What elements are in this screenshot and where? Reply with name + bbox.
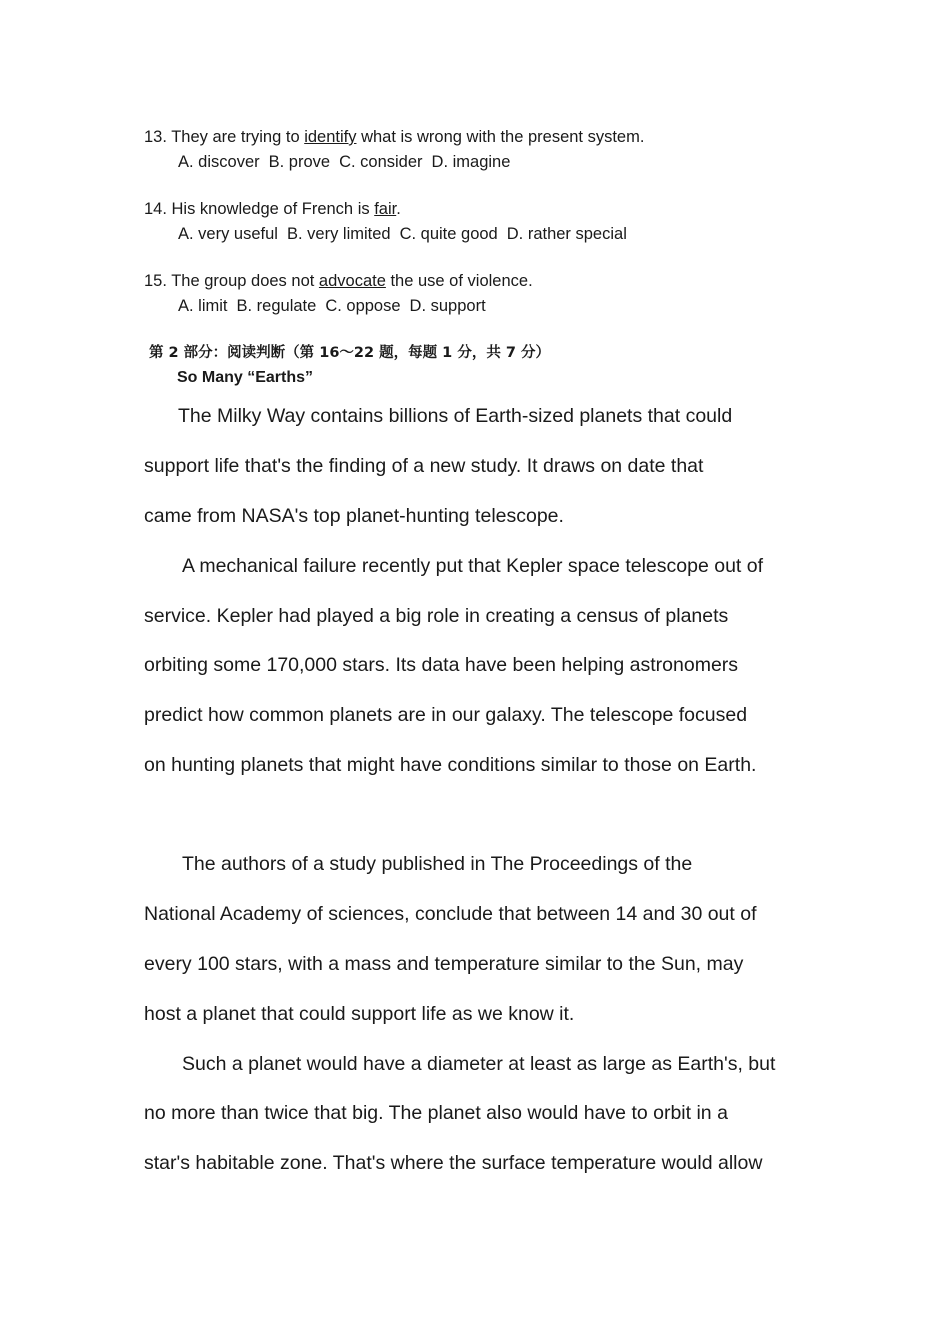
passage-line: orbiting some 170,000 stars. Its data have been helping astronomers xyxy=(144,654,739,676)
option-c: C. quite good xyxy=(399,225,498,243)
passage-line: no more than twice that big. The planet also would have to orbit in a xyxy=(144,1102,728,1124)
option-c: C. consider xyxy=(339,153,423,171)
option-b: B. prove xyxy=(268,153,331,171)
passage-line: service. Kepler had played a big role in creating a census of planets xyxy=(144,605,729,627)
option-d: D. imagine xyxy=(431,153,511,171)
passage-line: came from NASA's top planet-hunting telescope. xyxy=(144,505,564,527)
passage-title: So Many “Earths” xyxy=(177,369,314,386)
passage-line: host a planet that could support life as we know it. xyxy=(144,1003,575,1025)
question-stem: 13. They are trying to identify what is wrong with the present system. xyxy=(144,128,645,146)
question-stem: 14. His knowledge of French is fair. xyxy=(144,200,401,218)
passage-line: National Academy of sciences, conclude that between 14 and 30 out of xyxy=(144,903,757,925)
passage-line: on hunting planets that might have conditions similar to those on Earth. xyxy=(144,754,757,776)
option-b: B. very limited xyxy=(286,225,391,243)
question-14 xyxy=(144,197,636,247)
answer-options xyxy=(144,222,636,247)
question-stem: 15. The group does not advocate the use of violence. xyxy=(144,272,533,290)
option-c: C. oppose xyxy=(325,297,401,315)
option-d: D. support xyxy=(409,297,486,315)
option-a: A. limit xyxy=(178,297,228,315)
passage-line: star's habitable zone. That's where the surface temperature would allow xyxy=(144,1152,763,1174)
answer-options xyxy=(144,150,644,175)
passage-line: A mechanical failure recently put that Kepler space telescope out of xyxy=(182,555,764,577)
option-a: A. discover xyxy=(178,153,260,171)
section-header: 第 2 部分：阅读判断（第 16～22 题，每题 1 分，共 7 分） xyxy=(149,345,551,361)
option-b: B. regulate xyxy=(236,297,317,315)
underlined-word: identify xyxy=(304,128,357,146)
answer-options xyxy=(144,294,533,319)
passage-line: every 100 stars, with a mass and temperature similar to the Sun, may xyxy=(144,953,744,975)
option-d: D. rather special xyxy=(506,225,627,243)
question-13 xyxy=(144,125,644,175)
passage-line: Such a planet would have a diameter at least as large as Earth's, but xyxy=(182,1053,776,1075)
question-15 xyxy=(144,269,533,319)
passage-line: predict how common planets are in our galaxy. The telescope focused xyxy=(144,704,748,726)
passage-line: support life that's the finding of a new study. It draws on date that xyxy=(144,455,704,477)
passage-line: The authors of a study published in The Proceedings of the xyxy=(182,853,693,875)
underlined-word: fair xyxy=(374,200,397,218)
underlined-word: advocate xyxy=(318,272,386,290)
option-a: A. very useful xyxy=(178,225,278,243)
passage-line: The Milky Way contains billions of Earth-sized planets that could xyxy=(178,405,733,427)
